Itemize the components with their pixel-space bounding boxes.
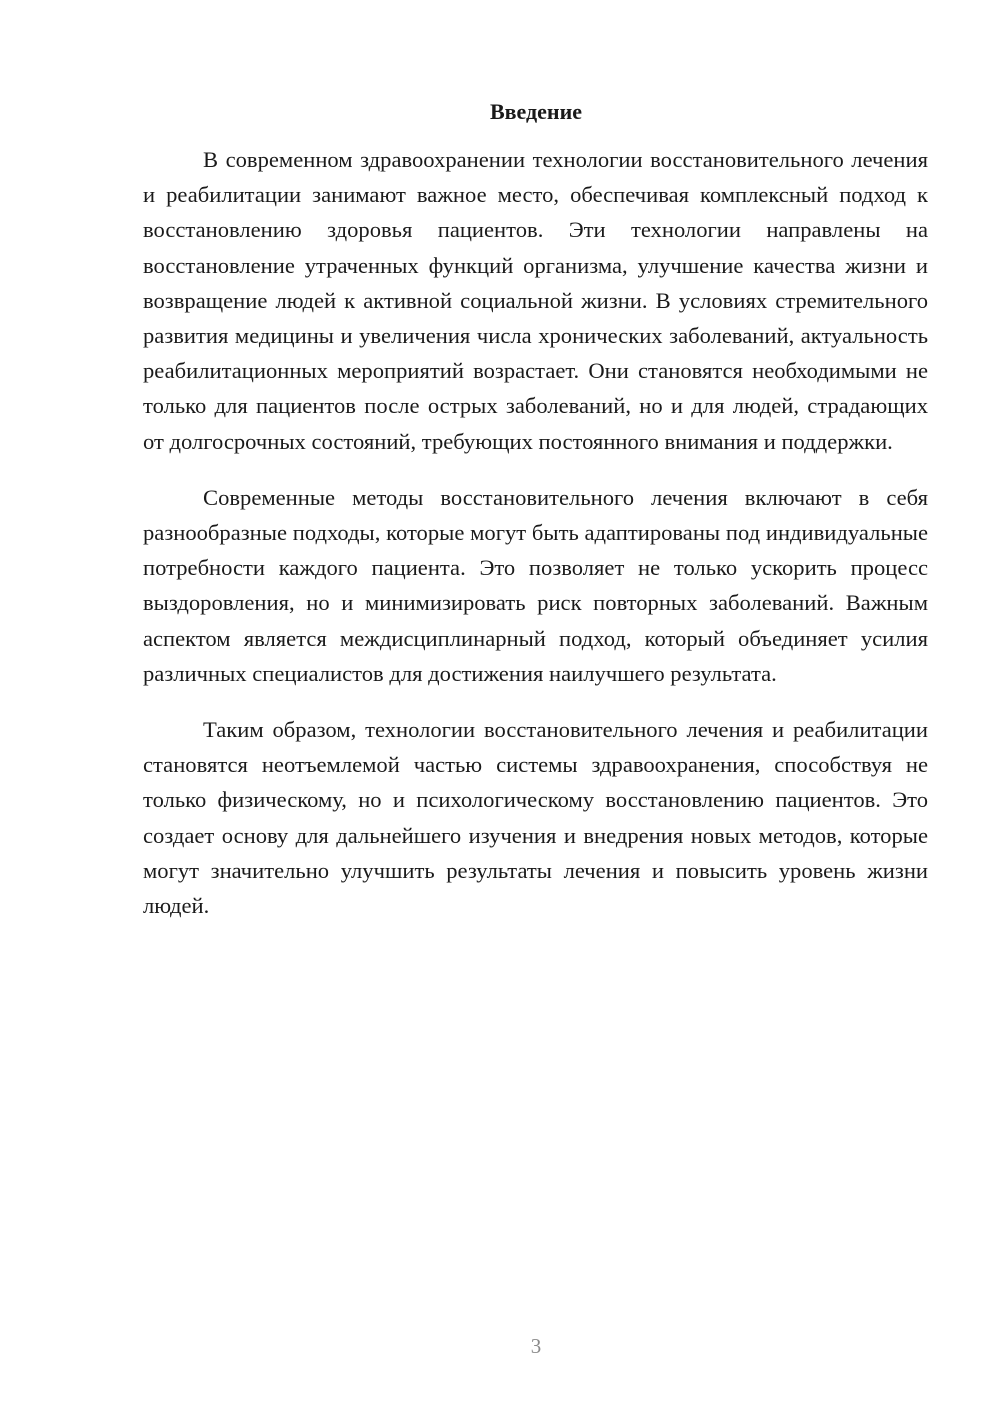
page-title: Введение: [489, 99, 583, 124]
paragraph-2: Современные методы восстановительного лечения включают в себя разнообразные подходы, которые могут быть адаптированы под индивидуальные потребности каждого пациента. Это позволяет не только ускорить процесс выздоровления, но и минимизировать риск повторных заболеваний. Важным аспектом является междисциплинарный подход, который объединяет усилия различных специалистов для достижения наилучшего результата.: [143, 484, 928, 686]
body-text: [143, 142, 928, 923]
paragraph-3: Таким образом, технологии восстановительного лечения и реабилитации становятся неотъемлемой частью системы здравоохранения, способствуя не только физическому, но и психологическому восстановлению пациентов. Это создает основу для дальнейшего изучения и внедрения новых методов, которые могут значительно улучшить результаты лечения и повысить уровень жизни людей.: [143, 717, 928, 919]
paragraph-1: В современном здравоохранении технологии восстановительного лечения и реабилитации занимают важное место, обеспечивая комплексный подход к восстановлению здоровья пациентов. Эти технологии направлены на восстановление утраченных функций организма, улучшение качества жизни и возвращение людей к активной социальной жизни. В условиях стремительного развития медицины и увеличения числа хронических заболеваний, актуальность реабилитационных мероприятий возрастает. Они становятся необходимыми не только для пациентов после острых заболеваний, но и для людей, страдающих от долгосрочных состояний, требующих постоянного внимания и поддержки.: [143, 147, 928, 454]
page-number: 3: [530, 1334, 542, 1358]
